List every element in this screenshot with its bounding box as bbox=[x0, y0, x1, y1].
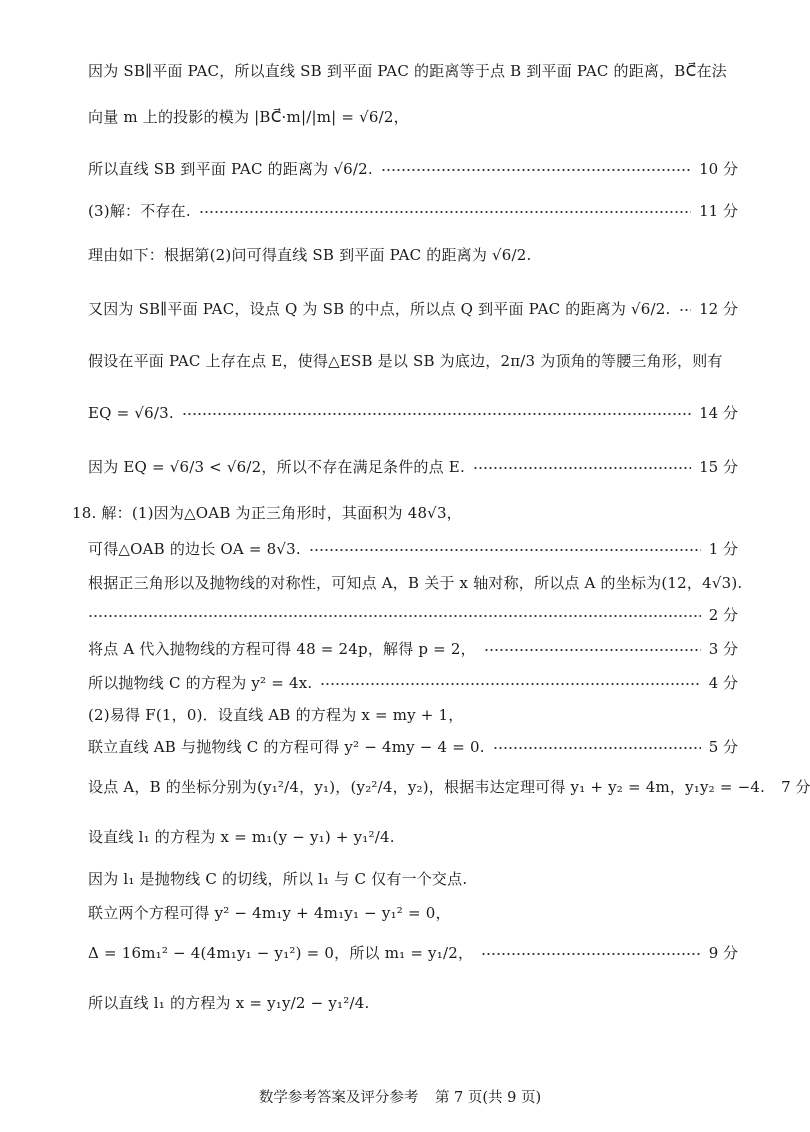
score-label: 7 分 bbox=[781, 778, 810, 796]
score-label: 4 分 bbox=[708, 674, 738, 692]
solution-line-3 bbox=[88, 162, 738, 177]
dotted-leader bbox=[199, 211, 691, 213]
line-text: 向量 m 上的投影的模为 |BC⃗·m|/|m| = √6/2， bbox=[88, 108, 409, 126]
dotted-leader bbox=[320, 683, 700, 685]
line-text: 因为 l₁ 是抛物线 C 的切线，所以 l₁ 与 C 仅有一个交点. bbox=[88, 870, 468, 888]
solution-line-22 bbox=[88, 946, 738, 961]
solution-line-2 bbox=[88, 110, 738, 125]
dotted-leader bbox=[679, 309, 692, 311]
line-text: EQ = √6/3. bbox=[88, 404, 174, 422]
dotted-leader bbox=[381, 169, 691, 171]
solution-line-17 bbox=[88, 740, 738, 755]
solution-line-23 bbox=[88, 996, 738, 1011]
solution-line-15 bbox=[88, 676, 738, 691]
line-text: 因为 EQ = √6/3 < √6/2，所以不存在满足条件的点 E. bbox=[88, 458, 465, 476]
solution-line-19 bbox=[88, 830, 738, 845]
line-text: 可得△OAB 的边长 OA = 8√3. bbox=[88, 540, 301, 558]
dotted-leader bbox=[481, 953, 701, 955]
dotted-leader bbox=[473, 467, 691, 469]
solution-line-5 bbox=[88, 248, 738, 263]
solution-line-13 bbox=[88, 608, 738, 623]
line-text: 所以直线 SB 到平面 PAC 的距离为 √6/2. bbox=[88, 160, 373, 178]
line-text: 假设在平面 PAC 上存在点 E，使得△ESB 是以 SB 为底边，2π/3 为顶角的等腰三角形，则有 bbox=[88, 352, 723, 370]
solution-line-16 bbox=[88, 708, 738, 723]
line-text: (2)易得 F(1，0)．设直线 AB 的方程为 x = my + 1， bbox=[88, 706, 464, 724]
dotted-leader bbox=[88, 615, 701, 617]
score-label: 9 分 bbox=[708, 944, 738, 962]
solution-line-4 bbox=[88, 204, 738, 219]
score-label: 12 分 bbox=[699, 300, 738, 318]
solution-line-12 bbox=[88, 574, 743, 592]
score-label: 11 分 bbox=[699, 202, 738, 220]
line-text: 理由如下：根据第(2)问可得直线 SB 到平面 PAC 的距离为 √6/2. bbox=[88, 246, 532, 264]
line-text: (3)解：不存在. bbox=[88, 202, 191, 220]
solution-line-8 bbox=[88, 406, 738, 421]
solution-line-18 bbox=[88, 778, 810, 796]
score-label: 15 分 bbox=[699, 458, 738, 476]
score-label: 3 分 bbox=[708, 640, 738, 658]
line-text: 将点 A 代入抛物线的方程可得 48 = 24p，解得 p = 2， bbox=[88, 640, 476, 658]
dotted-leader bbox=[484, 649, 701, 651]
problem-18-header bbox=[72, 506, 738, 521]
solution-line-20 bbox=[88, 872, 738, 887]
solution-line-1 bbox=[88, 64, 738, 79]
page-footer bbox=[0, 1086, 800, 1107]
solution-line-9 bbox=[88, 460, 738, 475]
solution-line-14 bbox=[88, 642, 738, 657]
line-text: 设直线 l₁ 的方程为 x = m₁(y − y₁) + y₁²/4. bbox=[88, 828, 395, 846]
solution-line-7 bbox=[88, 354, 738, 369]
solution-line-11 bbox=[88, 542, 738, 557]
solution-line-21 bbox=[88, 906, 738, 921]
line-text: 设点 A，B 的坐标分别为(y₁²/4，y₁)，(y₂²/4，y₂)，根据韦达定理可得 y₁ + y₂ = 4m，y₁y₂ = −4. bbox=[88, 778, 766, 796]
line-text: Δ = 16m₁² − 4(4m₁y₁ − y₁²) = 0，所以 m₁ = y₁/2， bbox=[88, 944, 474, 962]
score-label: 5 分 bbox=[708, 738, 738, 756]
line-text: 所以抛物线 C 的方程为 y² = 4x. bbox=[88, 674, 313, 692]
dotted-leader bbox=[493, 747, 701, 749]
score-label: 14 分 bbox=[699, 404, 738, 422]
dotted-leader bbox=[182, 413, 691, 415]
line-text: 联立直线 AB 与抛物线 C 的方程可得 y² − 4my − 4 = 0. bbox=[88, 738, 485, 756]
footer-title: 数学参考答案及评分参考 bbox=[258, 1090, 419, 1106]
line-text: 因为 SB∥平面 PAC，所以直线 SB 到平面 PAC 的距离等于点 B 到平面 PAC 的距离，BC⃗在法 bbox=[88, 62, 727, 80]
line-text: 联立两个方程可得 y² − 4m₁y + 4m₁y₁ − y₁² = 0， bbox=[88, 904, 451, 922]
solution-line-6 bbox=[88, 302, 738, 317]
line-text: 18. 解：(1)因为△OAB 为正三角形时，其面积为 48√3， bbox=[72, 504, 462, 522]
score-label: 1 分 bbox=[708, 540, 738, 558]
line-text: 所以直线 l₁ 的方程为 x = y₁y/2 − y₁²/4. bbox=[88, 994, 370, 1012]
score-label: 2 分 bbox=[708, 606, 738, 624]
dotted-leader bbox=[309, 549, 701, 551]
footer-page-number: 第 7 页(共 9 页) bbox=[434, 1090, 542, 1106]
score-label: 10 分 bbox=[699, 160, 738, 178]
line-text: 又因为 SB∥平面 PAC，设点 Q 为 SB 的中点，所以点 Q 到平面 PAC 的距离为 √6/2. bbox=[88, 300, 671, 318]
line-text: 根据正三角形以及抛物线的对称性，可知点 A，B 关于 x 轴对称，所以点 A 的坐标为(12，4√3). bbox=[88, 574, 743, 592]
